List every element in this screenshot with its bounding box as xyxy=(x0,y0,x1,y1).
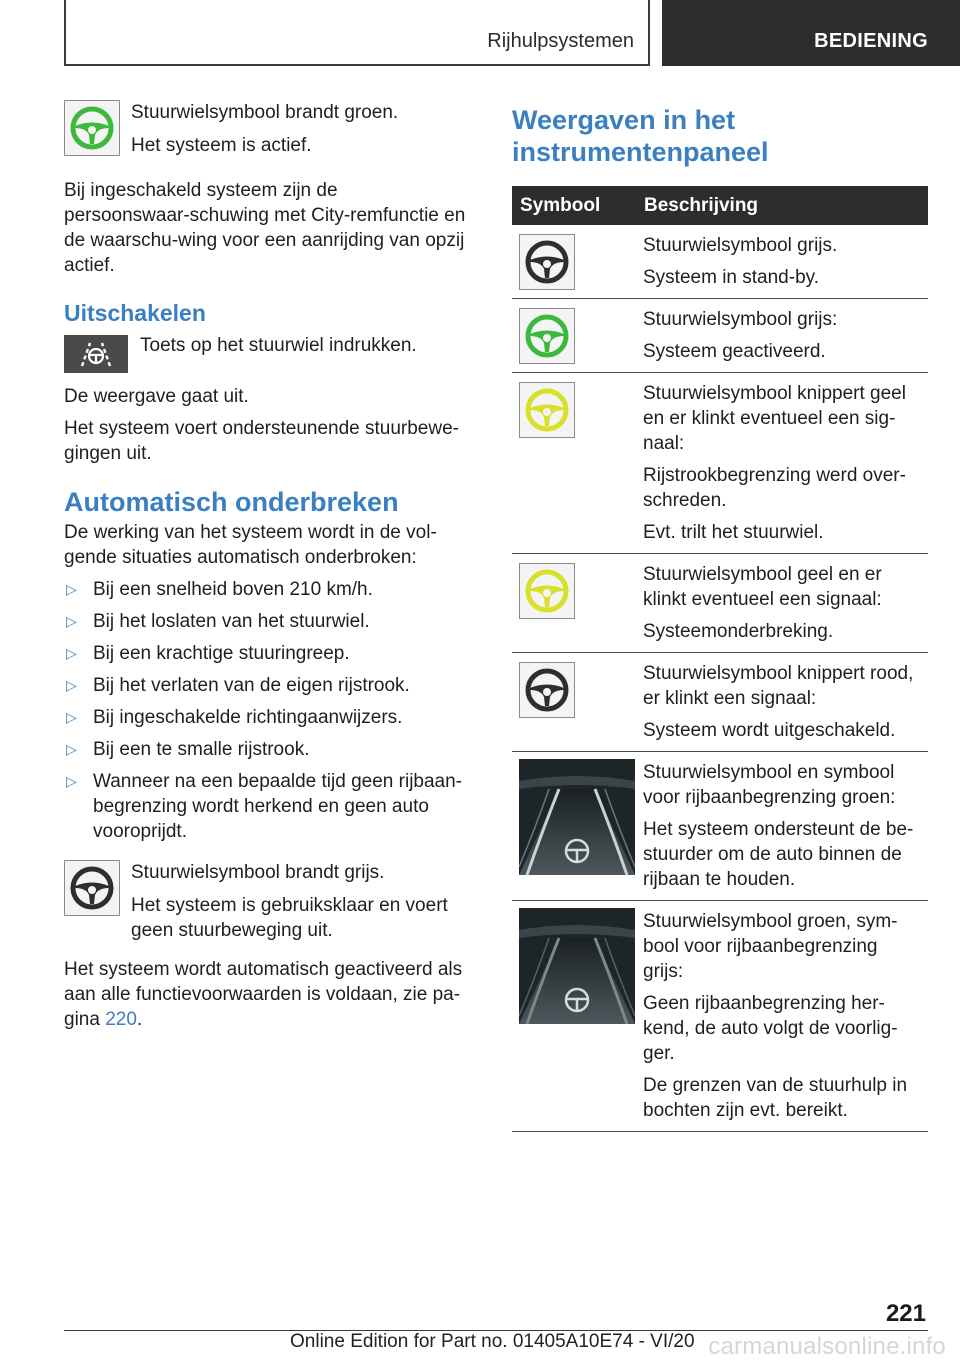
table-row xyxy=(512,299,928,373)
off-button-text: Toets op het stuurwiel indrukken. xyxy=(140,335,417,356)
heading-weergaven: Weergaven in het instrumentenpaneel xyxy=(512,105,769,167)
watermark: carmanualsonline.info xyxy=(708,1333,946,1360)
grey-state-line: Stuurwielsymbool brandt grijs. xyxy=(131,862,385,883)
header-section-title: Rijhulpsystemen xyxy=(487,30,634,52)
triangle-bullet-icon: ▷ xyxy=(66,741,77,757)
list-item: ▷ Bij een krachtige stuuringreep. xyxy=(66,643,350,664)
row-description-line: Stuurwielsymbool groen, sym-bool voor rijbaanbegrenzing grijs: xyxy=(643,911,898,982)
intro-line: Stuurwielsymbool brandt groen. xyxy=(131,102,399,123)
row-description-line: Systeem geactiveerd. xyxy=(643,341,826,362)
grey-state-line: Het systeem is gebruiksklaar en voert geen stuurbeweging uit. xyxy=(131,895,448,941)
lane-display-green-icon xyxy=(519,759,635,875)
intro-block xyxy=(64,100,468,166)
page-number: 221 xyxy=(885,1300,926,1327)
footer-divider xyxy=(864,1330,928,1331)
steering-wheel-yellow-icon xyxy=(519,563,575,619)
triangle-bullet-icon: ▷ xyxy=(66,645,77,661)
footer-edition: Online Edition for Part no. 01405A10E74 - VI/20 xyxy=(290,1331,695,1352)
row-description-line: Rijstrookbegrenzing werd over-schreden. xyxy=(643,465,906,511)
off-paragraph-1: De weergave gaat uit. xyxy=(64,386,249,407)
list-item: ▷ Bij een te smalle rijstrook. xyxy=(66,739,310,760)
row-description-line: Stuurwielsymbool geel en er klinkt eventueel een signaal: xyxy=(643,564,882,610)
list-item: ▷ Wanneer na een bepaalde tijd geen rijbaan-begrenzing wordt herkend en geen auto vooroprijdt. xyxy=(66,771,463,842)
table-row xyxy=(512,225,928,299)
table-header xyxy=(512,186,928,225)
column-header-symbol: Symbool xyxy=(520,194,601,216)
row-description-line: Stuurwielsymbool en symbool voor rijbaanbegrenzing groen: xyxy=(643,762,896,808)
auto-paragraph: De werking van het systeem wordt in de vol-gende situaties automatisch onderbroken: xyxy=(64,522,437,568)
row-description-line: Stuurwielsymbool knippert rood, er klinkt een signaal: xyxy=(643,663,914,709)
header-chapter-box xyxy=(662,0,960,66)
intro-line: Het systeem is actief. xyxy=(131,135,312,156)
page-link[interactable]: 220 xyxy=(105,1009,137,1030)
list-item: ▷ Bij het verlaten van de eigen rijstrook. xyxy=(66,675,410,696)
steering-wheel-grey-icon xyxy=(64,860,120,916)
row-description-line: Stuurwielsymbool knippert geel en er klinkt eventueel een sig-naal: xyxy=(643,383,906,454)
final-paragraph: Het systeem wordt automatisch geactiveerd als aan alle functievoorwaarden is voldaan, zie pa-gina 220. xyxy=(64,959,463,1030)
steering-wheel-green-icon xyxy=(64,100,120,156)
list-item: ▷ Bij ingeschakelde richtingaanwijzers. xyxy=(66,707,403,728)
triangle-bullet-icon: ▷ xyxy=(66,581,77,597)
row-description-line: Stuurwielsymbool grijs. xyxy=(643,235,838,256)
steering-wheel-green-icon xyxy=(519,308,575,364)
left-column xyxy=(64,100,468,1032)
lane-display-grey-icon xyxy=(519,908,635,1024)
interrupt-bullet-list xyxy=(64,577,468,844)
symbol-table xyxy=(512,186,928,1132)
row-description-line: Evt. trilt het stuurwiel. xyxy=(643,522,824,543)
heading-uitschakelen: Uitschakelen xyxy=(64,300,206,326)
column-header-description: Beschrijving xyxy=(644,194,759,216)
triangle-bullet-icon: ▷ xyxy=(66,773,77,789)
steering-wheel-yellow-icon xyxy=(519,382,575,438)
list-item: ▷ Bij het loslaten van het stuurwiel. xyxy=(66,611,370,632)
table-row xyxy=(512,373,928,554)
row-description-line: Systeem wordt uitgeschakeld. xyxy=(643,720,896,741)
list-item: ▷ Bij een snelheid boven 210 km/h. xyxy=(66,579,373,600)
row-description-line: Systeem in stand-by. xyxy=(643,267,820,288)
row-description-line: Het systeem ondersteunt de be-stuurder om de auto binnen de rijbaan te houden. xyxy=(643,819,914,890)
row-description-line: Geen rijbaanbegrenzing her-kend, de auto volgt de voorlig-ger. xyxy=(643,993,898,1064)
table-row xyxy=(512,653,928,752)
row-description-line: Stuurwielsymbool grijs: xyxy=(643,309,838,330)
steering-wheel-red-icon xyxy=(519,662,575,718)
steering-wheel-grey-icon xyxy=(519,234,575,290)
header-chapter-title: BEDIENING xyxy=(814,30,928,52)
header-section-box xyxy=(64,0,650,66)
row-description-line: De grenzen van de stuurhulp in bochten zijn evt. bereikt. xyxy=(643,1075,908,1121)
off-paragraph-2: Het systeem voert ondersteunende stuurbewe-gingen uit. xyxy=(64,418,459,464)
off-button-block xyxy=(64,335,468,373)
row-description-line: Systeemonderbreking. xyxy=(643,621,834,642)
triangle-bullet-icon: ▷ xyxy=(66,677,77,693)
heading-automatisch-onderbreken: Automatisch onderbreken xyxy=(64,487,399,517)
grey-state-block xyxy=(64,860,468,951)
intro-paragraph: Bij ingeschakeld systeem zijn de persoonswaar-schuwing met City-remfunctie en de waarschu-wing voor een aanrijding van opzij actief. xyxy=(64,180,466,276)
table-row xyxy=(512,554,928,653)
lane-assist-button-icon xyxy=(64,335,128,373)
table-row xyxy=(512,752,928,901)
triangle-bullet-icon: ▷ xyxy=(66,709,77,725)
triangle-bullet-icon: ▷ xyxy=(66,613,77,629)
table-row xyxy=(512,901,928,1132)
right-column xyxy=(512,104,928,1132)
